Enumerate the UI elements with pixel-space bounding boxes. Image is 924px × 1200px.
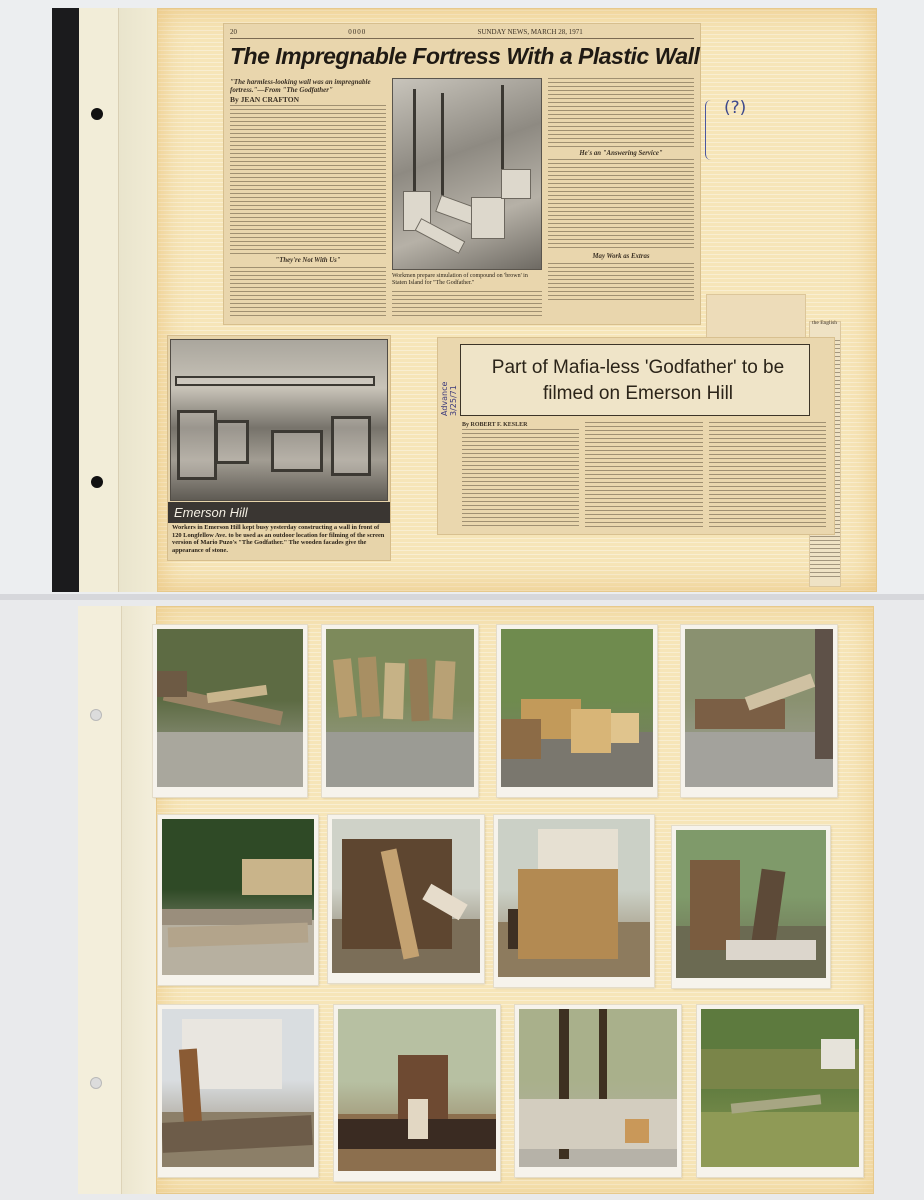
- construction-photo: [392, 78, 542, 270]
- subhead: May Work as Extras: [592, 253, 650, 261]
- handwritten-date: Advance 3/25/71: [440, 381, 458, 416]
- binding-margin-top: [79, 8, 119, 592]
- headline-box: [460, 344, 810, 416]
- handwritten-bracket: [705, 100, 713, 160]
- subhead: "They're Not With Us": [275, 257, 341, 265]
- pull-quote: "The harmless-looking wall was an impregnable fortress."—From "The Godfather": [230, 78, 371, 94]
- article-headline: Part of Mafia-less 'Godfather' to be filmed on Emerson Hill: [491, 357, 785, 404]
- snapshot-photo: [158, 1005, 318, 1177]
- subhead: He's an "Answering Service": [579, 150, 663, 157]
- article-photo-column: [392, 78, 542, 318]
- snapshot-photo: [494, 815, 654, 987]
- article-column: [585, 422, 702, 528]
- body-text: [230, 267, 386, 318]
- article-column: [462, 422, 579, 528]
- photo-title: Emerson Hill: [168, 502, 390, 523]
- clipping-fragment: [707, 295, 805, 343]
- binding-strip: [52, 8, 79, 592]
- article-headline: The Impregnable Fortress With a Plastic Wall: [230, 43, 700, 69]
- snapshot-photo: [497, 625, 657, 797]
- punch-hole: [90, 1077, 102, 1089]
- body-text: [548, 159, 694, 251]
- snapshot-photo: [158, 815, 318, 985]
- sleeve-edge-bottom: [122, 606, 156, 1194]
- body-text: [462, 429, 579, 528]
- article-column: [230, 78, 386, 318]
- sleeve-edge-top: [119, 8, 159, 592]
- fragment-label: the English: [812, 320, 837, 326]
- photo-caption: Workmen prepare simulation of compound on 'brown' in Staten Island for "The Godfather.": [392, 273, 528, 286]
- snapshot-photo: [322, 625, 478, 797]
- newspaper-clipping-emerson-hill: [168, 336, 390, 560]
- newspaper-clipping-godfather: [438, 338, 834, 534]
- dateline: SUNDAY NEWS, MARCH 28, 1971: [477, 28, 583, 36]
- punch-hole: [90, 709, 102, 721]
- snapshot-photo: [515, 1005, 681, 1177]
- photo-caption: Workers in Emerson Hill kept busy yesterday constructing a wall in front of 120 Longfellow Ave. to be used as an outdoor location for filming of the screen version of Mario Puzo's "The Godfather." The wooden facades give the appearance of stone.: [172, 524, 385, 554]
- snapshot-photo: [681, 625, 837, 797]
- page-number: 20: [230, 28, 237, 36]
- punch-hole: [91, 108, 103, 120]
- handwritten-annotation: (?): [724, 98, 747, 118]
- folio-mark: 0000: [348, 28, 367, 36]
- article-columns: [230, 78, 694, 318]
- snapshot-photo: [153, 625, 307, 797]
- punch-hole: [91, 476, 103, 488]
- body-text: [392, 291, 542, 318]
- wall-construction-photo: [170, 339, 388, 501]
- body-text: [585, 422, 702, 528]
- body-text: [709, 422, 826, 528]
- snapshot-photo: [328, 815, 484, 983]
- newspaper-masthead-line: [230, 28, 694, 39]
- body-text: [230, 105, 386, 255]
- snapshot-photo: [697, 1005, 863, 1177]
- byline: By ROBERT F. KESLER: [462, 422, 528, 428]
- snapshot-photo: [334, 1005, 500, 1181]
- newspaper-clipping-fortress: [224, 24, 700, 324]
- article-columns: [462, 422, 826, 528]
- body-text: [548, 78, 694, 148]
- body-text: [548, 263, 694, 303]
- binding-margin-bottom: [78, 606, 122, 1194]
- snapshot-photo: [672, 826, 830, 988]
- article-column: [548, 78, 694, 318]
- byline: By JEAN CRAFTON: [230, 95, 300, 104]
- article-column: [709, 422, 826, 528]
